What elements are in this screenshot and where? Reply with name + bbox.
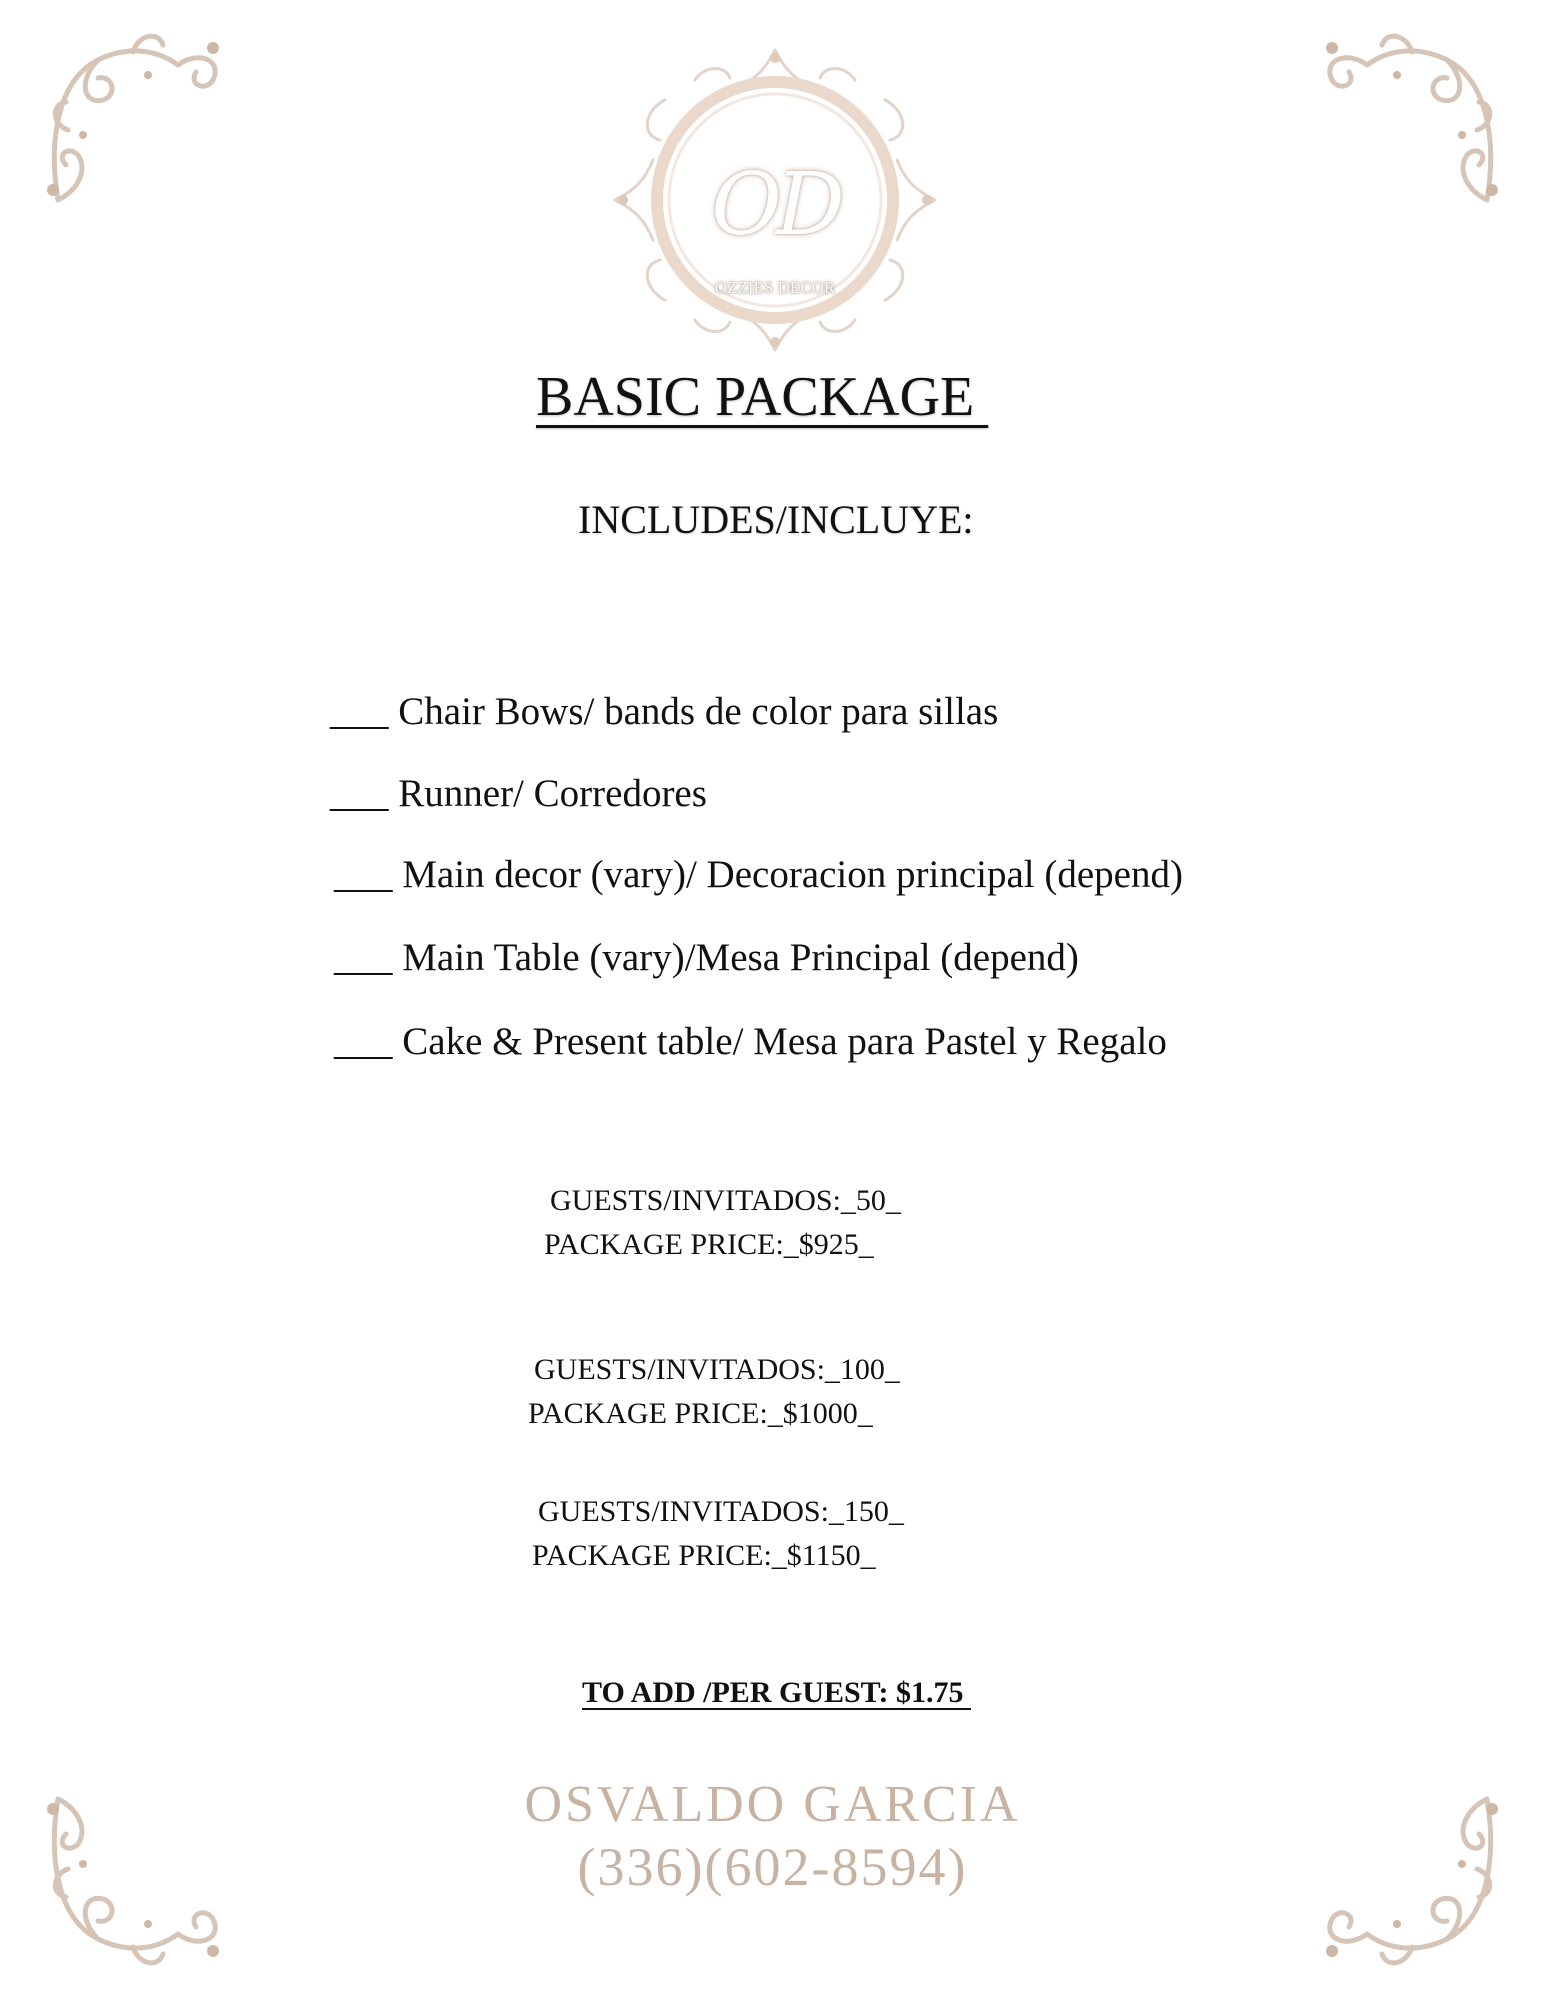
includes-heading: INCLUDES/INCLUYE: <box>578 497 974 542</box>
package-option <box>528 1348 900 1436</box>
package-option <box>532 1490 904 1578</box>
corner-ornament-top-left <box>38 20 238 220</box>
list-item: ___ Main Table (vary)/Mesa Principal (depend) <box>334 936 1079 979</box>
contact-block <box>0 1774 1545 1898</box>
package-price: PACKAGE PRICE:_$925_ <box>544 1228 874 1261</box>
package-price: PACKAGE PRICE:_$1150_ <box>532 1539 876 1572</box>
guest-count: GUESTS/INVITADOS:_150_ <box>538 1495 904 1528</box>
contact-name: OSVALDO GARCIA <box>524 1776 1021 1833</box>
per-guest-addon: TO ADD /PER GUEST: $1.75 <box>582 1676 971 1709</box>
list-item: ___ Cake & Present table/ Mesa para Pastel y Regalo <box>334 1020 1167 1063</box>
logo-brand-name: OZZIES DECOR <box>714 278 836 297</box>
guest-count: GUESTS/INVITADOS:_100_ <box>534 1353 900 1386</box>
logo-monogram: OD <box>711 155 839 255</box>
contact-phone: (336)(602-8594) <box>577 1837 968 1897</box>
package-option <box>544 1179 901 1267</box>
logo <box>605 40 945 360</box>
flourish-icon <box>1307 20 1507 220</box>
list-item: ___ Main decor (vary)/ Decoracion principal (depend) <box>334 853 1183 896</box>
corner-ornament-top-right <box>1307 20 1507 220</box>
page-title: BASIC PACKAGE <box>536 366 989 428</box>
flourish-icon <box>38 20 238 220</box>
list-item: ___ Runner/ Corredores <box>330 772 707 815</box>
guest-count: GUESTS/INVITADOS:_50_ <box>550 1184 901 1217</box>
list-item: ___ Chair Bows/ bands de color para sillas <box>330 690 999 733</box>
package-price: PACKAGE PRICE:_$1000_ <box>528 1397 873 1430</box>
